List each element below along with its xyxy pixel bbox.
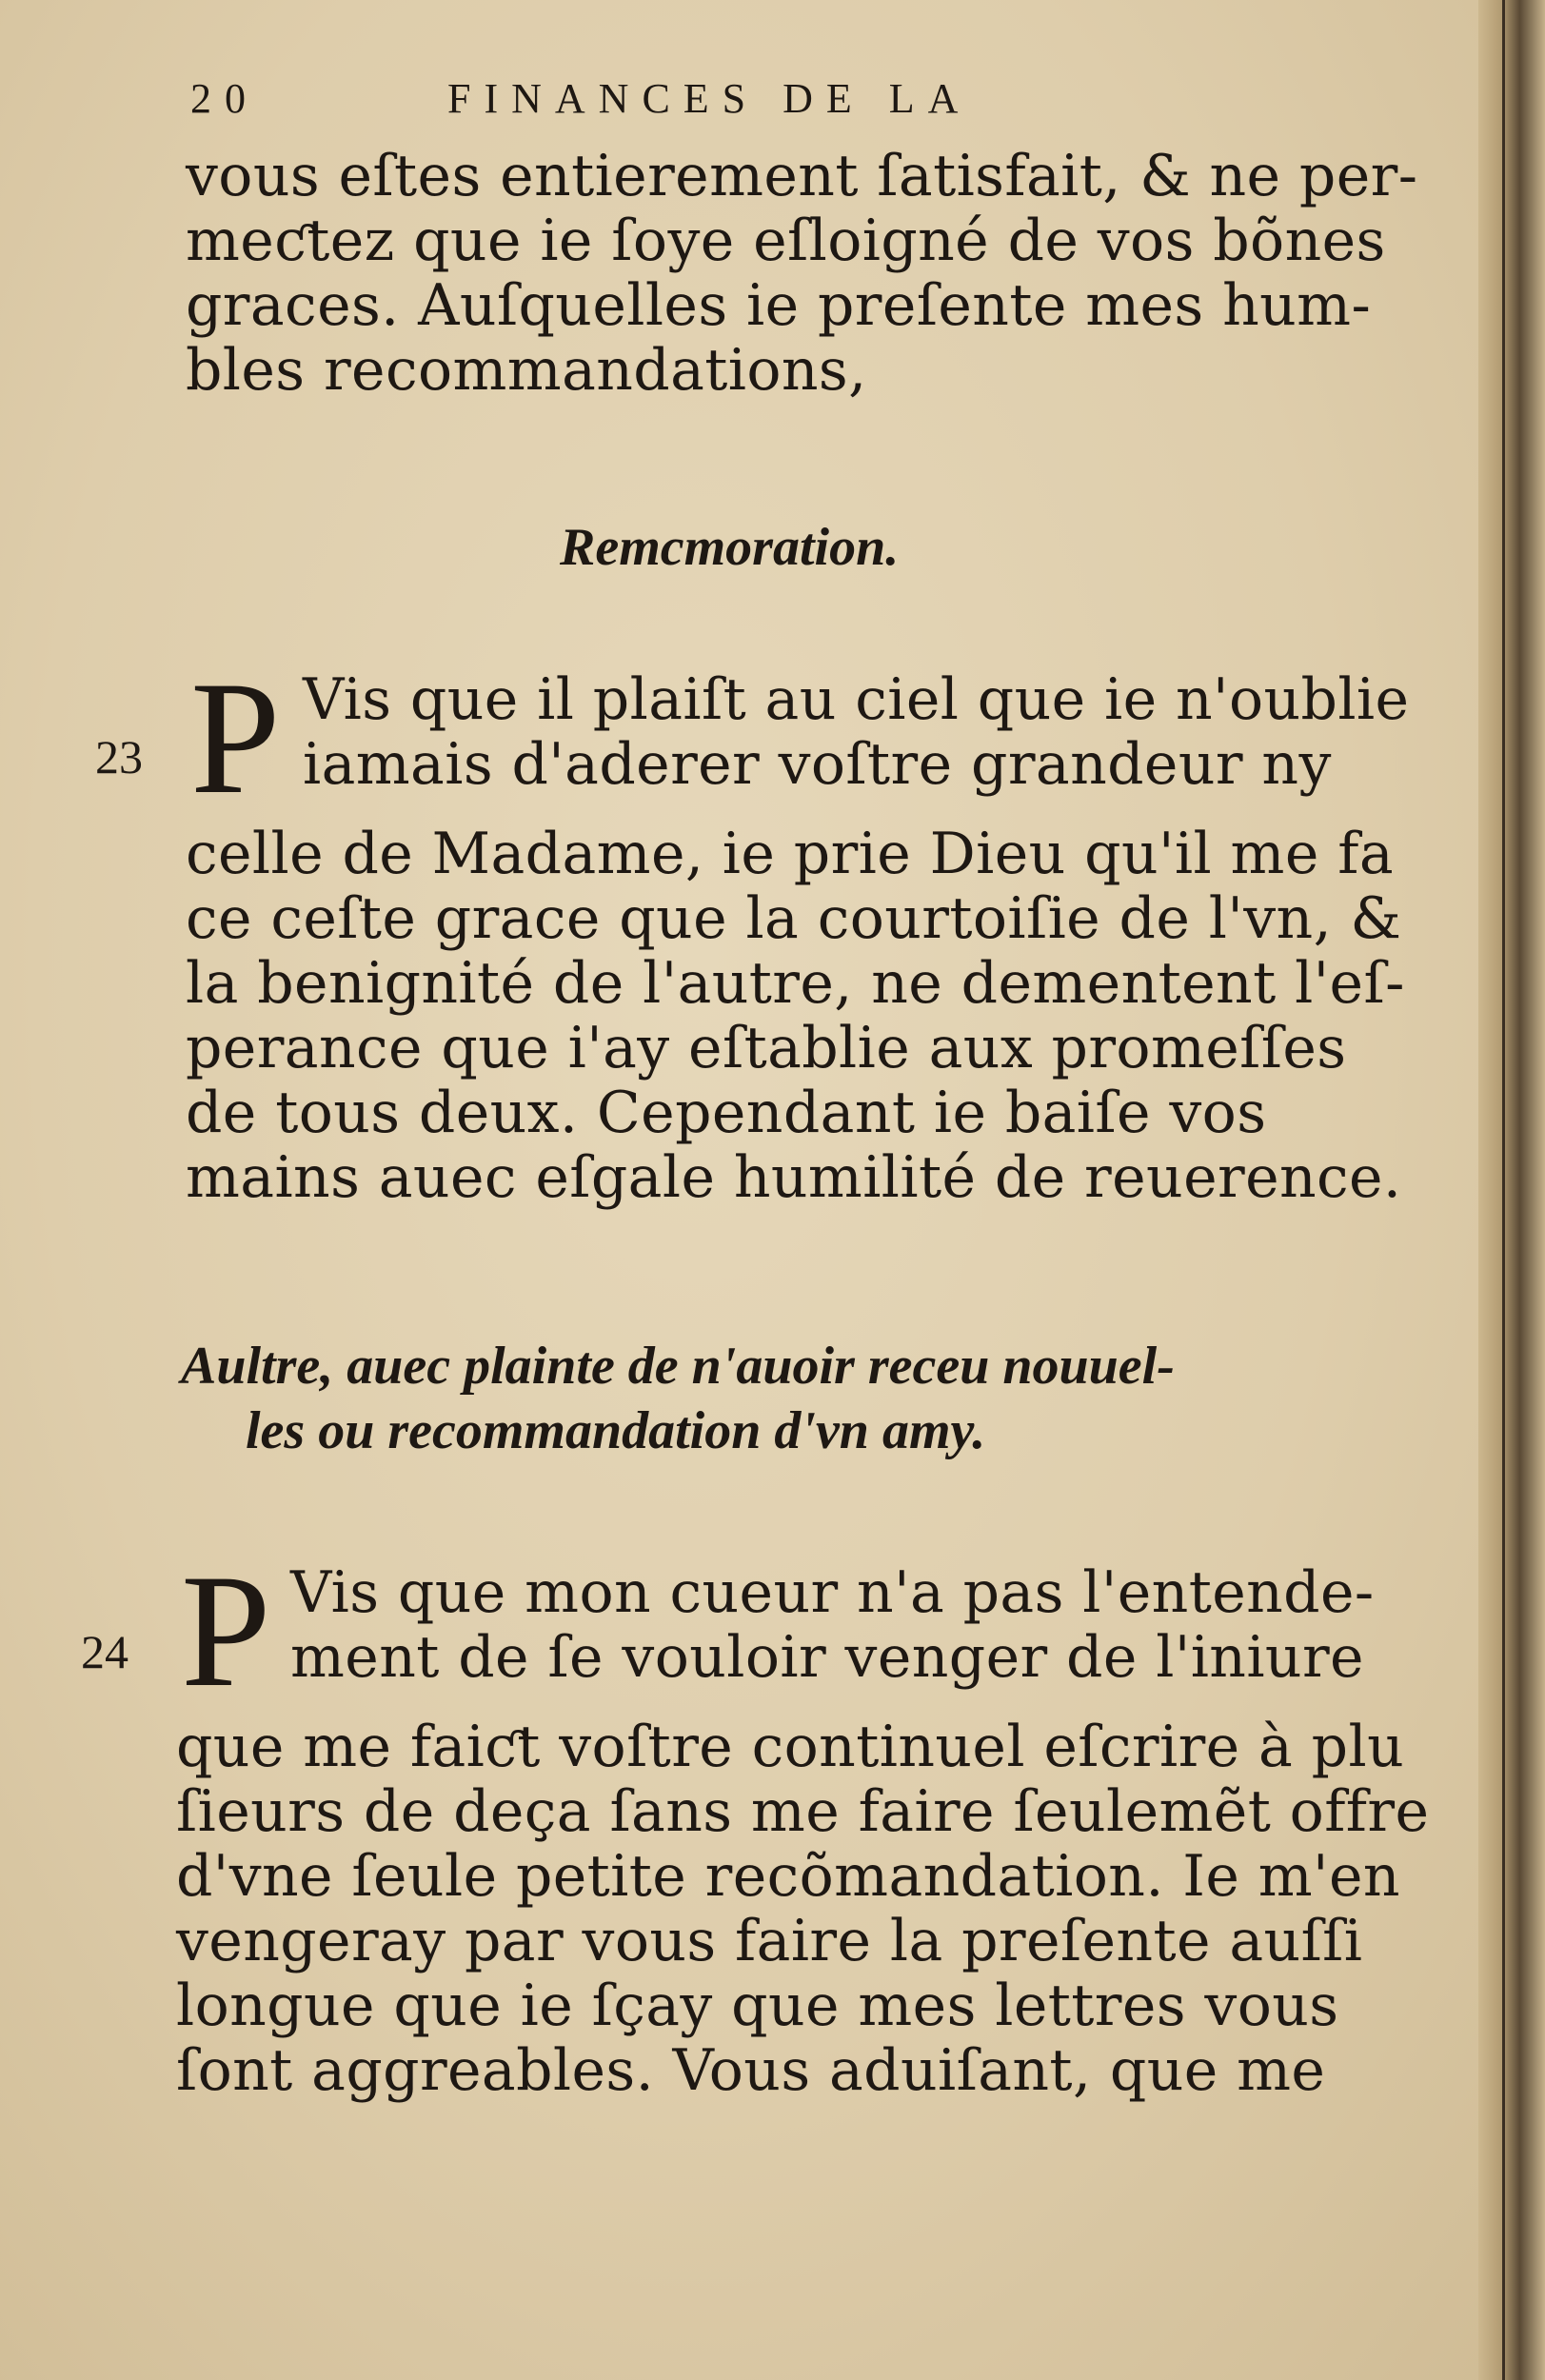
text-line: la benignité de l'autre, ne dementent l'eſ- (186, 950, 1405, 1017)
text-line: bles recommandations, (186, 337, 867, 404)
text-line: iamais d'aderer voſtre grandeur ny (303, 731, 1332, 798)
text-line: mains auec eſgale humilité de reuerence. (186, 1144, 1402, 1211)
text-line: Vis que mon cueur n'a pas l'entende- (290, 1559, 1375, 1626)
text-line: Vis que il plaiſt au ciel que ie n'oublie (303, 666, 1410, 733)
text-line: ce ceſte grace que la courtoiſie de l'vn, & (186, 885, 1402, 952)
text-line: ſont aggreables. Vous aduiſant, que me (176, 2037, 1326, 2104)
text-line: celle de Madame, ie prie Dieu qu'il me fa (186, 821, 1394, 887)
text-line: d'vne ſeule petite recõmandation. Ie m'en (176, 1843, 1400, 1910)
text-line: vengeray par vous faire la preſente auſſi (176, 1908, 1363, 1974)
section-heading: Aultre, auec plainte de n'auoir receu nouuel- (181, 1337, 1175, 1396)
text-line: longue que ie ſçay que mes lettres vous (176, 1973, 1339, 2039)
letter-number: 24 (81, 1625, 129, 1678)
section-heading: les ou recommandation d'vn amy. (246, 1401, 986, 1460)
letter-number: 23 (95, 730, 143, 783)
text-line: ſieurs de deça ſans me faire ſeulemẽt offre (176, 1778, 1430, 1845)
text-line: perance que i'ay eſtablie aux promeſſes (186, 1015, 1347, 1081)
page-gutter-shadow (1478, 0, 1545, 2380)
page-edge (1502, 0, 1505, 2380)
text-line: vous eſtes entierement ſatisfait, & ne per- (186, 143, 1418, 209)
drop-cap: P (190, 648, 281, 827)
text-line: ment de ſe vouloir venger de l'iniure (290, 1624, 1364, 1691)
running-title: FINANCES DE LA (447, 75, 972, 122)
text-line: que me faiƈt voſtre continuel eſcrire à plu (176, 1714, 1405, 1780)
text-line: meƈtez que ie ſoye eſloigné de vos bõnes (186, 208, 1386, 274)
text-line: de tous deux. Cependant ie baiſe vos (186, 1080, 1267, 1146)
running-header (190, 74, 1104, 141)
page-number: 20 (190, 75, 259, 122)
text-line: graces. Auſquelles ie preſente mes hum- (186, 272, 1372, 339)
drop-cap: P (181, 1541, 271, 1720)
section-heading: Remcmoration. (560, 518, 900, 577)
